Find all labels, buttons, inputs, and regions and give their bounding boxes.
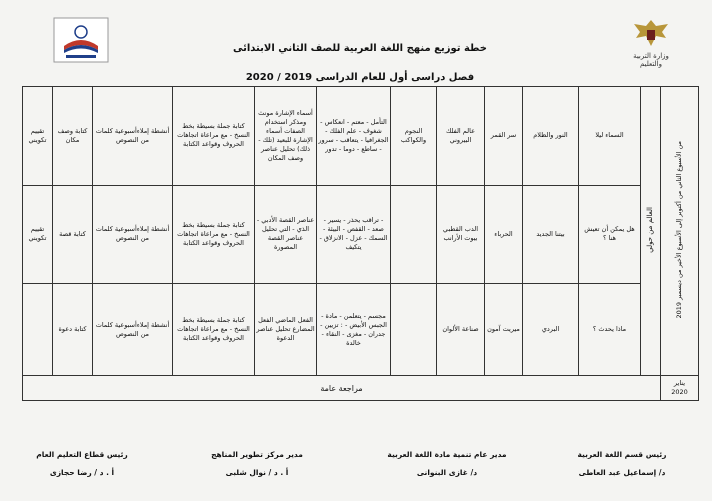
writing-cell: كتابة جملة بسيطة بخط النسخ - مع مراعاة اتجاهات الحروف وقواعد الكتابة xyxy=(173,284,255,376)
poem-cell: عالم الفلك البيروني xyxy=(437,87,485,186)
grammar-cell: عناصر القصة الأدبي - الذي - التي تحليل عناصر القصة المصورة xyxy=(255,185,317,284)
review-month: يناير xyxy=(673,379,686,388)
plan-title: خطة توزيع منهج اللغة العربية للصف الثاني الابتدائى xyxy=(232,43,488,54)
compose-cell: كتابة قصة xyxy=(53,185,93,284)
vocab-cell: - تراقب يحذر - يسير - صعد - القفص - البيئة - السمك - عزل - الانزلاق - يتكيف xyxy=(317,185,391,284)
topic-cell: النجوم والكواكب xyxy=(391,87,437,186)
ministry-name: وزارة التربية والتعليم xyxy=(633,52,669,68)
poem-cell: صناعة الألوان xyxy=(437,284,485,376)
review-year: 2020 xyxy=(671,388,688,397)
reading-cell: ميريت آمون xyxy=(485,284,523,376)
table-row xyxy=(23,185,699,284)
vocab-cell: التأمل - معتم - انعكاس - شغوف - علم الفلك - الجغرافيا - يتعاقب - سرور - ساطع - دوما - تدور xyxy=(317,87,391,186)
ministry-logo xyxy=(622,16,680,76)
week-range-cell: من الأسبوع الثاني من أكتوبر إلى الأسبوع الأخير من ديسمبر 2019 xyxy=(661,87,699,376)
activities-cell: أنشطة إملاءأسبوعية كلمات من النصوص xyxy=(93,284,173,376)
curriculum-center-logo xyxy=(52,16,110,64)
topic-cell xyxy=(391,185,437,284)
lesson-cell: ماذا يحدث ؟ xyxy=(579,284,641,376)
lesson-cell: السماء ليلا xyxy=(579,87,641,186)
poem-cell: الدب القطبي بيوت الأرانب xyxy=(437,185,485,284)
reading-cell: الحرباء xyxy=(485,185,523,284)
table-row xyxy=(23,87,699,186)
curriculum-plan-table xyxy=(22,86,699,401)
signature-director-general: مدير عام تنمية مادة اللغة العربية د/ غازى البنوانى xyxy=(387,450,507,477)
story-cell: بيتنا الجديد xyxy=(523,185,579,284)
topic-cell xyxy=(391,284,437,376)
grammar-cell: أسماء الإشارة مونث ومذكر استخدام الصفات أسماء الإشارة للبعيد (تلك - ذلك) تحليل عناصر وصف المكان xyxy=(255,87,317,186)
writing-cell: كتابة جملة بسيطة بخط النسخ - مع مراعاة اتجاهات الحروف وقواعد الكتابة xyxy=(173,87,255,186)
signature-arabic-head: رئيس قسم اللغة العربية د/ إسماعيل عبد العاطى xyxy=(577,450,667,477)
compose-cell: كتابة دعوة xyxy=(53,284,93,376)
signatures xyxy=(0,450,712,490)
assess-cell xyxy=(23,284,53,376)
vocab-cell: مجسم - يتعلمن - مادة - الجبس الأبيض - : تزيين - جدران - مغزى - النقاء - خالدة xyxy=(317,284,391,376)
story-cell: البردي xyxy=(523,284,579,376)
assess-cell: تقييم تكويني xyxy=(23,87,53,186)
review-row xyxy=(23,376,699,401)
unit-cell: العالم من حولي xyxy=(641,87,661,376)
review-date-cell xyxy=(661,376,699,401)
table-row xyxy=(23,284,699,376)
story-cell: النور والظلام xyxy=(523,87,579,186)
eagle-icon xyxy=(622,16,680,52)
activities-cell: أنشطة إملاءأسبوعية كلمات من النصوص xyxy=(93,185,173,284)
writing-cell: كتابة جملة بسيطة بخط النسخ - مع مراعاة اتجاهات الحروف وقواعد الكتابة xyxy=(173,185,255,284)
compose-cell: كتابة وصف مكان xyxy=(53,87,93,186)
signature-curriculum-director: مدير مركز تطوير المناهج أ . د / نوال شلبى xyxy=(211,450,303,477)
reading-cell: سر القمر xyxy=(485,87,523,186)
term-subtitle: فصل دراسى أول للعام الدراسى 2019 / 2020 xyxy=(245,72,475,83)
review-text-cell: مراجعة عامة xyxy=(23,376,661,401)
signature-education-head: رئيس قطاع التعليم العام أ . د / رضا حجازى xyxy=(36,450,128,477)
assess-cell: تقييم تكويني xyxy=(23,185,53,284)
grammar-cell: الفعل الماضي الفعل المضارع تحليل عناصر الدعوة xyxy=(255,284,317,376)
lesson-cell: هل يمكن أن تعيش هنا ؟ xyxy=(579,185,641,284)
activities-cell: أنشطة إملاءأسبوعية كلمات من النصوص xyxy=(93,87,173,186)
